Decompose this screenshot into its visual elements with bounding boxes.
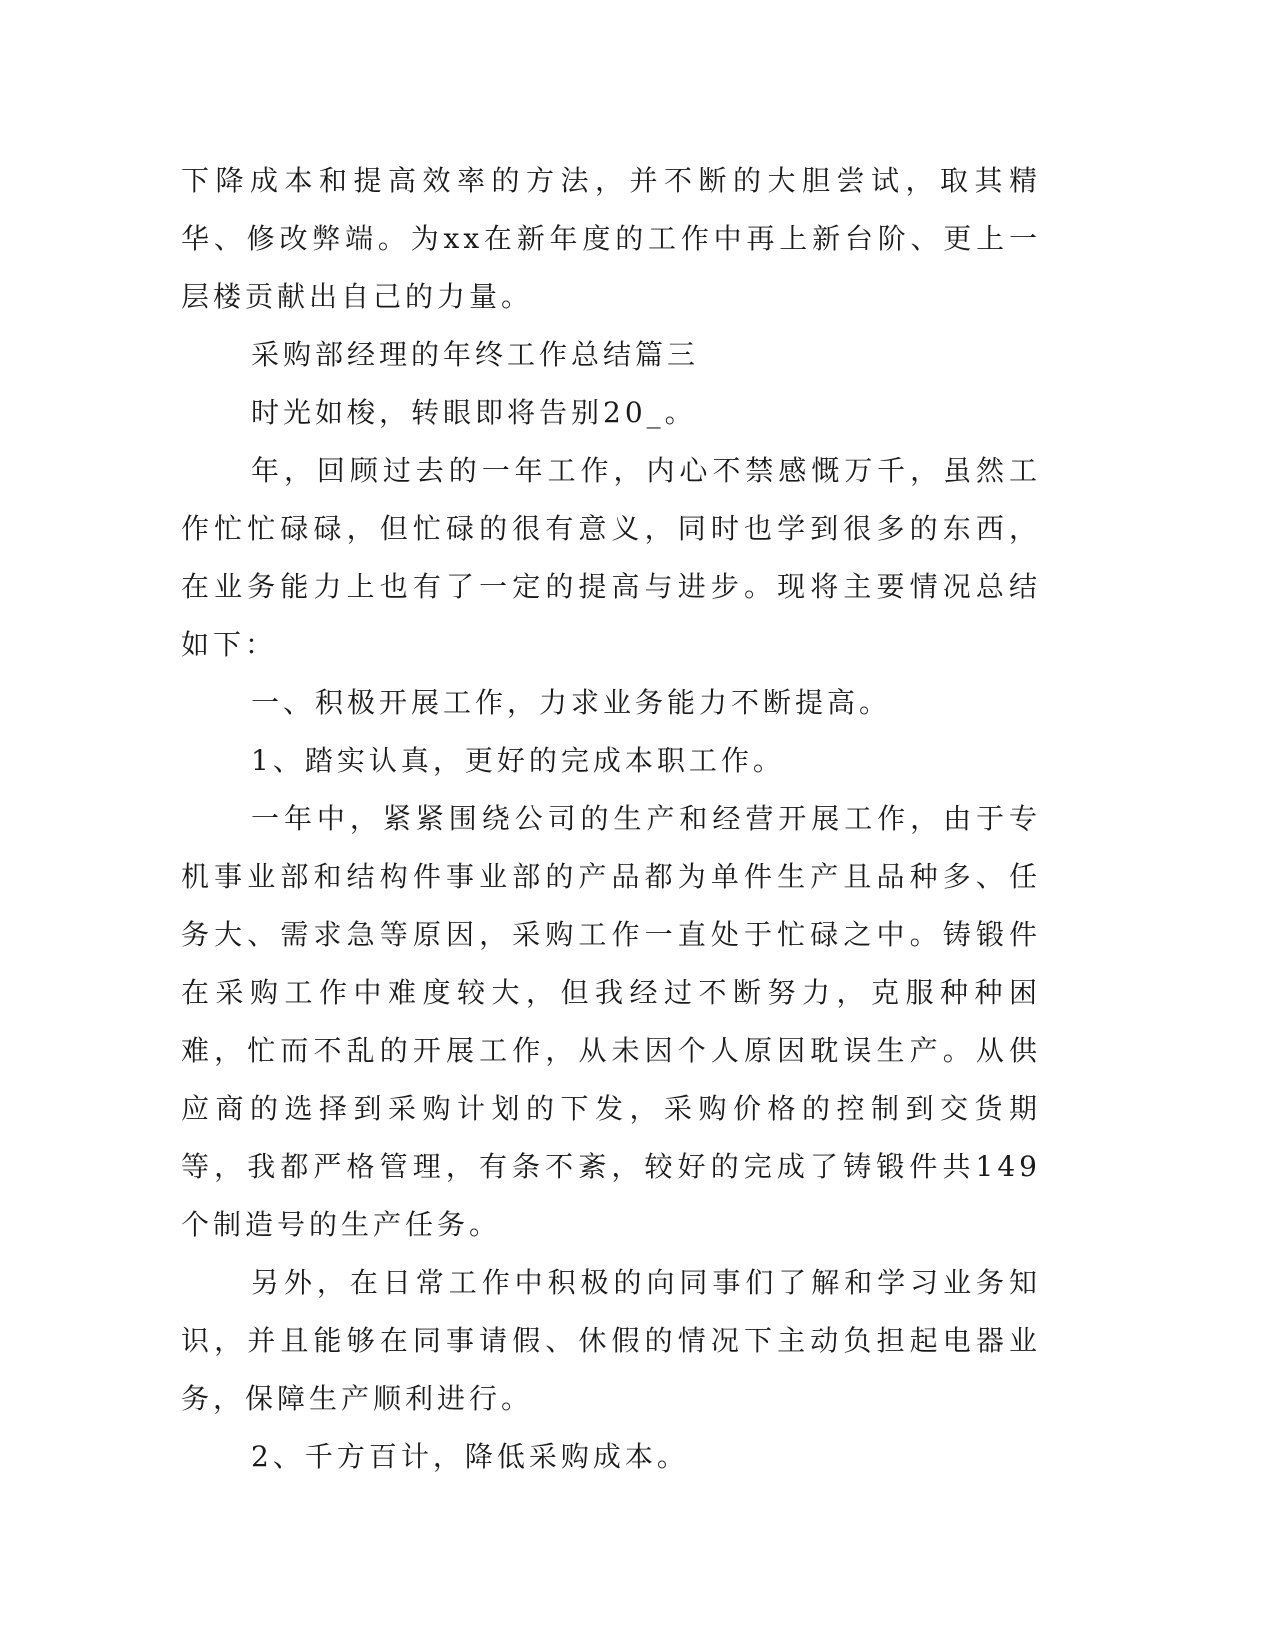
paragraph-opening: 时光如梭，转眼即将告别20_。 — [251, 396, 697, 429]
paragraph-continuation: 下降成本和提高效率的方法，并不断的大胆尝试，取其精华、修改弊端。为xx在新年度的工作中再上新台阶、更上一层楼贡献出自己的力量。 — [181, 164, 1041, 313]
heading-section-one: 一、积极开展工作，力求业务能力不断提高。 — [251, 686, 892, 719]
paragraph-review: 年，回顾过去的一年工作，内心不禁感慨万千，虽然工作忙忙碌碌，但忙碌的很有意义，同时也学到很多的东西，在业务能力上也有了一定的提高与进步。现将主要情况总结如下： — [181, 454, 1041, 661]
section-title: 采购部经理的年终工作总结篇三 — [251, 338, 700, 371]
paragraph-work-details: 一年中，紧紧围绕公司的生产和经营开展工作，由于专机事业部和结构件事业部的产品都为单件生产且品种多、任务大、需求急等原因，采购工作一直处于忙碌之中。铸锻件在采购工作中难度较大，但我经过不断努力，克服种种困难，忙而不乱的开展工作，从未因个人原因耽误生产。从供应商的选择到采购计划的下发，采购价格的控制到交货期等，我都严格管理，有条不紊，较好的完成了铸锻件共149个制造号的生产任务。 — [181, 802, 1041, 1241]
heading-item-one: 1、踏实认真，更好的完成本职工作。 — [251, 744, 785, 777]
heading-item-two: 2、千方百计，降低采购成本。 — [251, 1440, 689, 1473]
document-body — [181, 152, 1041, 1486]
paragraph-additional: 另外，在日常工作中积极的向同事们了解和学习业务知识，并且能够在同事请假、休假的情况下主动负担起电器业务，保障生产顺利进行。 — [181, 1266, 1041, 1415]
